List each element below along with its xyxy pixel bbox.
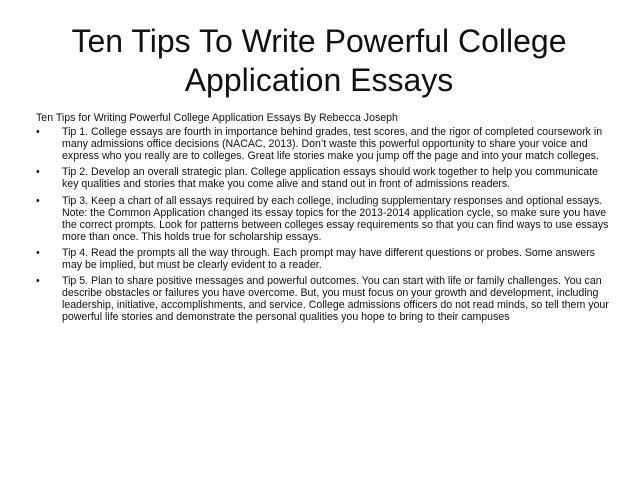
tip-item-4 [36,247,616,271]
tip-item-3 [36,195,616,243]
tips-list [36,126,616,323]
bullet-icon: • [36,246,40,259]
tip-item-1 [36,126,616,162]
bullet-icon: • [36,126,40,139]
tip-text: Tip 1. College essays are fourth in importance behind grades, test scores, and the rigor of completed coursework in many admissions office decisions (NACAC, 2013). Don’t waste this powerful opportunity to share your voice and express who you really are to colleges. Great life stories make you jump off the page and into your match colleges. [62,126,603,163]
slide-body [36,112,616,328]
slide-title [20,22,618,100]
tip-text: Tip 4. Read the prompts all the way through. Each prompt may have different questions or probes. Some answers may be implied, but must be clearly evident to a reader. [62,246,595,272]
tip-item-2 [36,166,616,190]
tip-text: Tip 3. Keep a chart of all essays required by each college, including supplementary responses and optional essays. Note: the Common Application changed its essay topics for the 2013-2014 application cycle, so make sure you have the correct prompts. Look for patterns between colleges essay requirements so that you can find ways to use essays more than once. This holds true for scholarship essays. [62,194,609,243]
slide-title-line-1: Ten Tips To Write Powerful College [71,23,567,59]
slide-title-line-2: Application Essays [184,62,454,98]
tip-item-5 [36,275,616,323]
tip-text: Tip 2. Develop an overall strategic plan. College application essays should work together to help you communicate key qualities and stories that make you come alive and stand out in front of admissions readers. [62,166,599,191]
intro-line: Ten Tips for Writing Powerful College Application Essays By Rebecca Joseph [36,112,398,124]
bullet-icon: • [36,194,40,207]
bullet-icon: • [36,166,40,179]
tip-text: Tip 5. Plan to share positive messages and powerful outcomes. You can start with life or family challenges. You can describe obstacles or failures you have overcome. But, you must focus on your growth and development, including leadership, initiative, accomplishments, and service. College admissions officers do not read minds, so tell them your powerful life stories and demonstrate the personal qualities you hope to bring to their campuses [62,275,609,324]
bullet-icon: • [36,275,40,288]
